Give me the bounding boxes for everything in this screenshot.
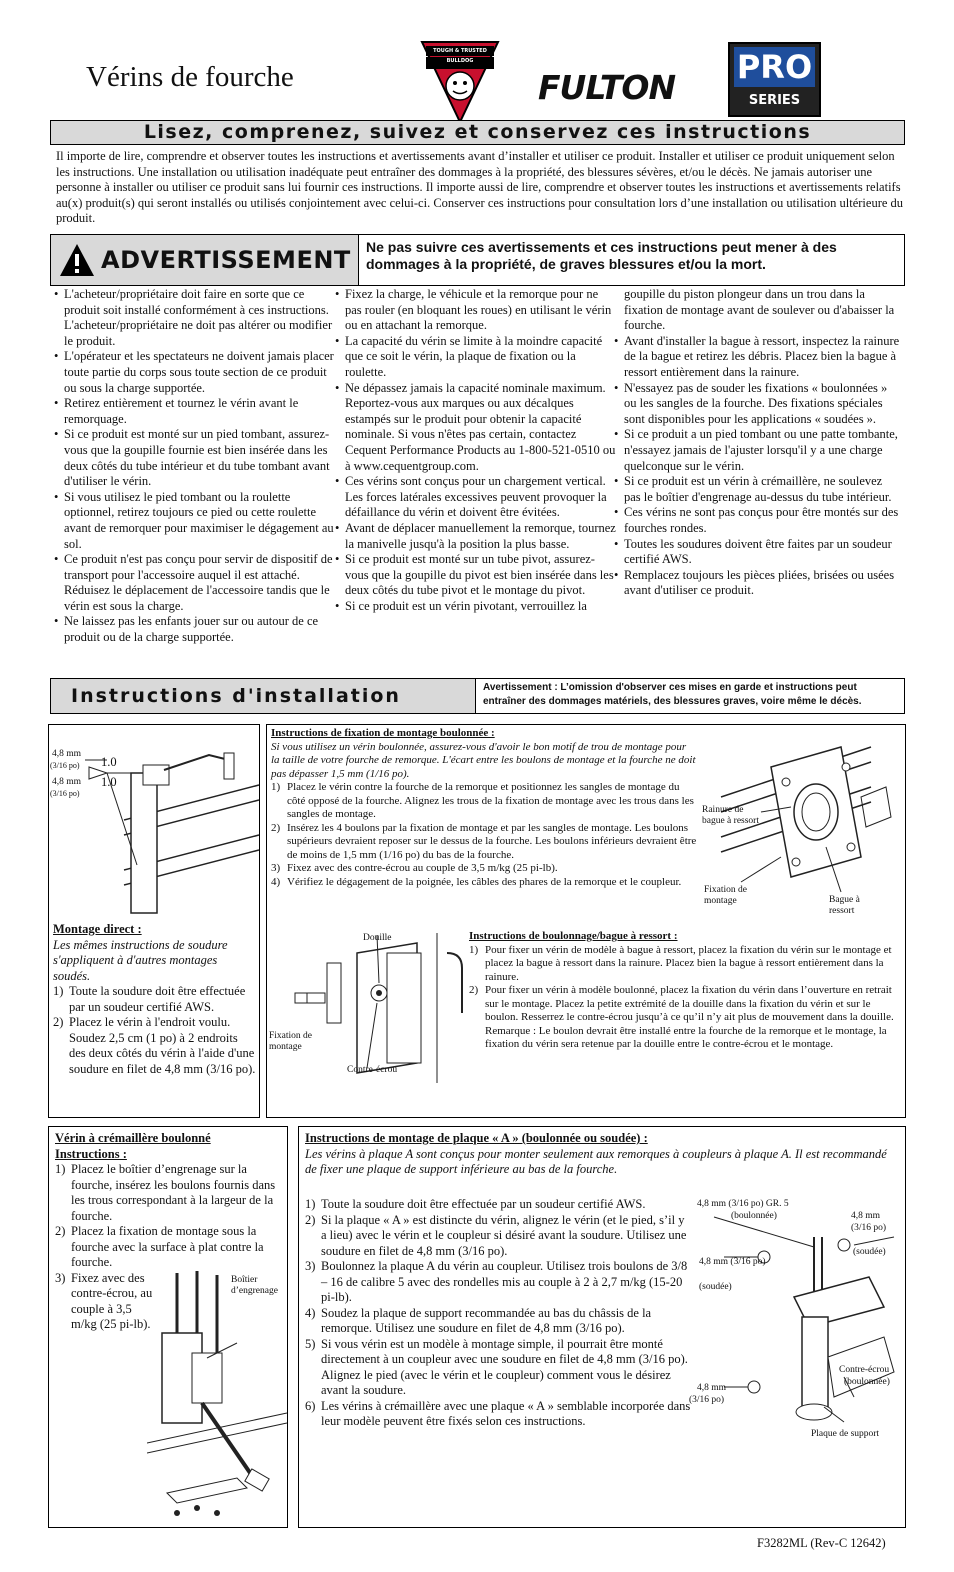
warning-triangle-icon <box>59 243 95 277</box>
bracket-label: Fixation de montage <box>704 885 748 906</box>
weld-label: 4,8 mm <box>697 1383 727 1393</box>
rack-jack-step: 3) Fixez avec des contre-écrou, au couple à 3,5 m/kg (25 pi-lb). <box>55 1270 153 1331</box>
direct-mount-note: Les mêmes instructions de soudure s'appliquent à d'autres montages soudés. <box>53 937 228 983</box>
bolted-mount-note: Si vous utilisez un vérin boulonnée, assurez-vous d'avoir le bon motif de trou de montage pour la taille de votre fourche de remorque. L'écart entre les boulons de montage et la fourche ne doit pas dépasser 1,5 mm (1/16 po). <box>271 740 696 780</box>
bracket-label: Fixation de montage <box>269 1031 313 1052</box>
warning-item: • L'acheteur/propriétaire doit faire en sorte que ce produit soit installé conformément à ces instructions. L'acheteur/propriétaire ne doit pas altérer ou modifier le produit. <box>52 287 334 349</box>
bulldog-logo <box>420 40 500 124</box>
warning-item: • Retirez entièrement et tournez le vérin avant le remorquage. <box>52 396 334 427</box>
warning-item: • Si ce produit a un pied tombant ou une patte tombante, n'essayez jamais de l'ajuster lorsqu'il y a une charge quelconque sur le vérin. <box>612 427 902 474</box>
warning-item: • Toutes les soudures doivent être faites par un soudeur certifié AWS. <box>612 537 902 568</box>
rack-jack-step: 2) Placez la fixation de montage sous la fourche avec la surface à plat contre la fourche. <box>55 1224 264 1269</box>
weld-label: (3/16 po) <box>851 1223 887 1233</box>
warning-box <box>50 234 905 286</box>
bolted-mount-step: 2) Insérez les 4 boulons par la fixation de montage et par les sangles de montage. Les boulons supérieurs devraient reposer sur le dessus de la fourche. Les boulons inférieurs devraient être de moins de 1,5 mm (1/16 po) du bas de la fourche. <box>271 821 697 861</box>
weld-label: 4,8 mm <box>52 749 82 759</box>
bolted-mount-step: 4) Vérifiez le dégagement de la poignée, les câbles des phares de la remorque et le coupleur. <box>271 875 682 888</box>
warning-item: • Ce produit n'est pas conçu pour servir de dispositif de transport pour l'accessoire auquel il est attaché. Réduisez le déplacement de l'accessoire tandis que le vérin est sous la charge. <box>52 552 334 614</box>
locknut-label: Contre-écrou <box>839 1365 890 1375</box>
pro-series-logo <box>728 42 821 117</box>
bolted-mount-title: Instructions de fixation de montage boulonnée : <box>271 727 495 739</box>
plate-a-step: 4) Soudez la plaque de support recommandée au bas du châssis de la remorque. Utilisez une soudure en filet de 4,8 mm (3/16 po). <box>305 1305 652 1335</box>
welded-label: (soudée) <box>853 1247 886 1257</box>
warning-item: • Ne dépassez jamais la capacité nominale maximum. Reportez-vous aux marques ou aux décalques estampés sur le produit pour obtenir la capacité nominale. Si vous n'êtes pas certain, contactez Cequent Performance Products au 1-800-521-0510 ou à www.cequentgroup.com. <box>333 381 617 475</box>
direct-mount-step: 2) Placez le vérin à l'endroit voulu. Soudez 2,5 cm (1 po) à 2 endroits des deux côtés du vérin à l'aide d'une soudure en filet de 4,8 mm (3/16 po). <box>53 1015 256 1076</box>
bolted-label: (boulonnée) <box>731 1211 777 1221</box>
warning-item: • La capacité du vérin se limite à la moindre capacité que ce soit le vérin, la plaque de fixation ou la roulette. <box>333 334 617 381</box>
weld-label: (3/16 po) <box>689 1395 725 1405</box>
bolted-mount-step: 1) Placez le vérin contre la fourche de la remorque et positionnez les sangles de montage du côté opposé de la fourche. Alignez les trous de la fixation de montage avec les trous dans les sangles de montage. <box>271 781 694 820</box>
support-plate-label: Plaque de support <box>811 1429 880 1439</box>
plate-a-step: 1) Toute la soudure doit être effectuée par un soudeur certifié AWS. <box>305 1197 646 1211</box>
spring-ring-step: 1) Pour fixer un vérin de modèle à bague à ressort, placez la fixation du vérin sur le montage et placez la bague à ressort dans la rainure. Placez bien la bague à ressort entièrement dans la rainure. <box>469 943 892 983</box>
warning-item: • Ces vérins sont conçus pour un chargement vertical. Les forces latérales excessives peuvent provoquer la défaillance du vérin et doivent être évitées. <box>333 474 617 521</box>
warning-item-continued: goupille du piston plongeur dans un trou dans la fixation de montage avant de soulever ou d'abaisser la fourche. <box>624 287 895 333</box>
warning-message: Ne pas suivre ces avertissements et ces instructions peut mener à des dommages à la propriété, de graves blessures et/ou la mort. <box>366 239 837 272</box>
plate-a-step: 5) Si vous vérin est un modèle à montage simple, il pourrait être monté directement à un coupleur avec une soudure en filet de 4,8 mm (3/16 po). Alignez le pied (avec le vérin et le coupleur) comment vous le désirez avant la soudure. <box>305 1336 688 1397</box>
pro-label: PRO <box>734 47 815 87</box>
warning-item: • L'opérateur et les spectateurs ne doivent jamais placer toute partie du corps sous toute section de ce produit ou sous la charge supportée. <box>52 349 334 396</box>
rack-jack-title: Vérin à crémaillère boulonné <box>55 1131 211 1145</box>
warning-label-area <box>51 235 359 285</box>
rack-jack-subtitle: Instructions : <box>55 1146 127 1161</box>
rack-jack-step: 1) Placez le boîtier d’engrenage sur la fourche, insérez les boulons fournis dans les trous correspondant à la largeur de la fourche. <box>55 1162 276 1223</box>
fulton-logo: FULTON <box>538 68 676 107</box>
rack-jack-section <box>48 1126 288 1528</box>
welded-label: (soudée) <box>699 1282 732 1292</box>
rack-jack-diagram <box>147 1263 287 1523</box>
plate-a-step: 3) Boulonnez la plaque A du vérin au coupleur. Utilisez trois boulons de 3/8 – 16 de calibre 5 avec des rondelles mis au couple à 2 à 2,7 m/kg (15-20 pi-lb). <box>305 1259 688 1304</box>
warning-item: • Ne laissez pas les enfants jouer sur ou autour de ce produit ou de la charge supportée. <box>52 614 334 645</box>
series-label: SERIES <box>748 93 801 108</box>
plate-a-note: Les vérins à plaque A sont conçus pour monter seulement aux remorques à coupleurs à plaque A. Il est recommandé de fixer une plaque de support inférieure au bas de la fourche. <box>305 1146 887 1176</box>
warning-item: • Si ce produit est monté sur un pied tombant, assurez-vous que la goupille fournie est bien insérée dans les deux côtés du tube intérieur et du tube tombant avant d'utiliser le vérin. <box>52 427 334 489</box>
warnings-column-3 <box>612 287 902 599</box>
read-instructions-banner: Lisez, comprenez, suivez et conservez ces instructions <box>50 120 905 145</box>
warning-item: • N'essayez pas de souder les fixations « boulonnées » ou les sangles de la fourche. Des fixations spéciales sont disponibles pour les applications « soudées ». <box>612 381 902 428</box>
weld-label: 4,8 mm <box>52 777 82 787</box>
plate-a-section <box>298 1126 906 1528</box>
dimension-label: 1.0 <box>101 775 117 789</box>
warning-item: • Si ce produit est monté sur un tube pivot, assurez-vous que la goupille du pivot est bien insérée dans les deux côtés du tube pivot et le montage du pivot. <box>333 552 617 599</box>
groove-label: Rainure de bague à ressort <box>702 805 759 826</box>
bolted-mount-step: 3) Fixez avec des contre-écrou au couple de 3,5 m/kg (25 pi-lb). <box>271 862 558 874</box>
weld-label: (3/16 po) <box>50 789 80 798</box>
direct-mount-title: Montage direct : <box>53 922 142 936</box>
gearbox-label: Boîtier d’engrenage <box>231 1275 278 1296</box>
spring-ring-title: Instructions de boulonnage/bague à ressort : <box>469 930 678 942</box>
warning-item: • Avant de déplacer manuellement la remorque, tournez la manivelle jusqu'à la position la plus basse. <box>333 521 617 552</box>
bolt-label: 4,8 mm (3/16 po) GR. 5 <box>697 1199 789 1209</box>
warnings-column-2 <box>333 287 617 614</box>
installation-warning: Avertissement : L’omission d'observer ces mises en garde et instructions peut entraîner des dommages matériels, des blessures graves, voire même le décès. <box>483 682 862 707</box>
plate-a-step: 2) Si la plaque « A » est distincte du vérin, alignez le vérin (et le pied, s’il y a lieu) avec le vérin et le coupleur si désiré avant la soudure. Utilisez une soudure en filet de 4,8 mm (3/16 po). <box>305 1212 687 1258</box>
warning-item: • Avant d'installer la bague à ressort, inspectez la rainure de la bague et retirez les débris. Placez bien la bague à ressort entièrement dans la rainure. <box>612 334 902 381</box>
warning-item: • Si ce produit est un vérin pivotant, verrouillez la <box>333 599 617 615</box>
warning-item: • Si vous utilisez le pied tombant ou la roulette optionnel, retirez toujours ce pied ou cette roulette avant de remorquer pour maximiser le dégagement au sol. <box>52 490 334 552</box>
intro-paragraph: Il importe de lire, comprendre et observer toutes les instructions et avertissements avant d’installer et utiliser ce produit. Installer et utiliser ce produit uniquement selon les instructions. Une installation ou utilisation inadéquate peut entraîner des dommages à la propriété, des blessures sévères, et/ou le décès. Ne jamais autoriser une personne à installer ou utiliser ce produit sans lui fournir ces instructions. Il importe aussi de lire, comprendre et observer toutes les instructions et avertissements relatifs au(x) produit(s) qui seront installés ou utilisés conjointement avec celui-ci. Conserver ces instructions pour consultation lors d’une installation ou utilisation ultérieure du produit. <box>56 149 904 226</box>
bolted-label: (boulonnée) <box>844 1377 890 1387</box>
warning-item: • Ces vérins ne sont pas conçus pour être montés sur des fourches rondes. <box>612 505 902 536</box>
plate-a-step: 6) Les vérins à crémaillère avec une plaque « A » semblable incorporée dans leur modèle peuvent être fixés selon ces instructions. <box>305 1398 691 1428</box>
locknut-label: Contre-écrou <box>347 1065 398 1075</box>
installation-heading: Instructions d'installation <box>51 679 476 713</box>
dimension-label: 1.0 <box>101 755 117 769</box>
plate-a-title: Instructions de montage de plaque « A » (boulonnée ou soudée) : <box>305 1131 648 1145</box>
page-title: Vérins de fourche <box>86 61 294 93</box>
ring-label: Bague à ressort <box>829 895 860 916</box>
warning-item: • Si ce produit est un vérin à crémaillère, ne soulevez pas le boîtier d'engrenage au-dessus du tube intérieur. <box>612 474 902 505</box>
installation-header <box>50 678 905 714</box>
warnings-column-1 <box>52 287 334 646</box>
bolted-mount-section <box>266 724 906 1118</box>
weld-label: 4,8 mm (3/16 po) <box>699 1257 766 1267</box>
weld-label: (3/16 po) <box>50 761 80 770</box>
bushing-label: Douille <box>363 933 392 943</box>
warning-word: ADVERTISSEMENT <box>101 246 351 274</box>
bulldog-tagline: TOUGH & TRUSTED BULLDOG <box>433 48 487 64</box>
warning-item: • Remplacez toujours les pièces pliées, brisées ou usées avant d'utiliser ce produit. <box>612 568 902 599</box>
spring-ring-step: 2) Pour fixer un vérin à modèle boulonné, placez la fixation du vérin dans l’ouverture en retrait sur le montage. Placez la petite extrémité de la douille dans la fixation du vérin et sur le boulon. Resserrez le contre-écrou jusqu’à ce qu’il n’y ait plus de mouvement dans la douille. Remarque : Le boulon devrait être installé entre la fourche de la remorque et le montage, la fixation du vérin sera retenue par la douille entre le contre-écrou et le montage. <box>469 984 894 1050</box>
direct-mount-section <box>48 724 260 1118</box>
weld-label: 4,8 mm <box>851 1211 881 1221</box>
warning-item: • Fixez la charge, le véhicule et la remorque pour ne pas rouler (en bloquant les roues) en utilisant le vérin ou en attachant la remorque. <box>333 287 617 334</box>
direct-mount-step: 1) Toute la soudure doit être effectuée par un soudeur certifié AWS. <box>53 984 246 1014</box>
document-number: F3282ML (Rev-C 12642) <box>757 1536 886 1550</box>
